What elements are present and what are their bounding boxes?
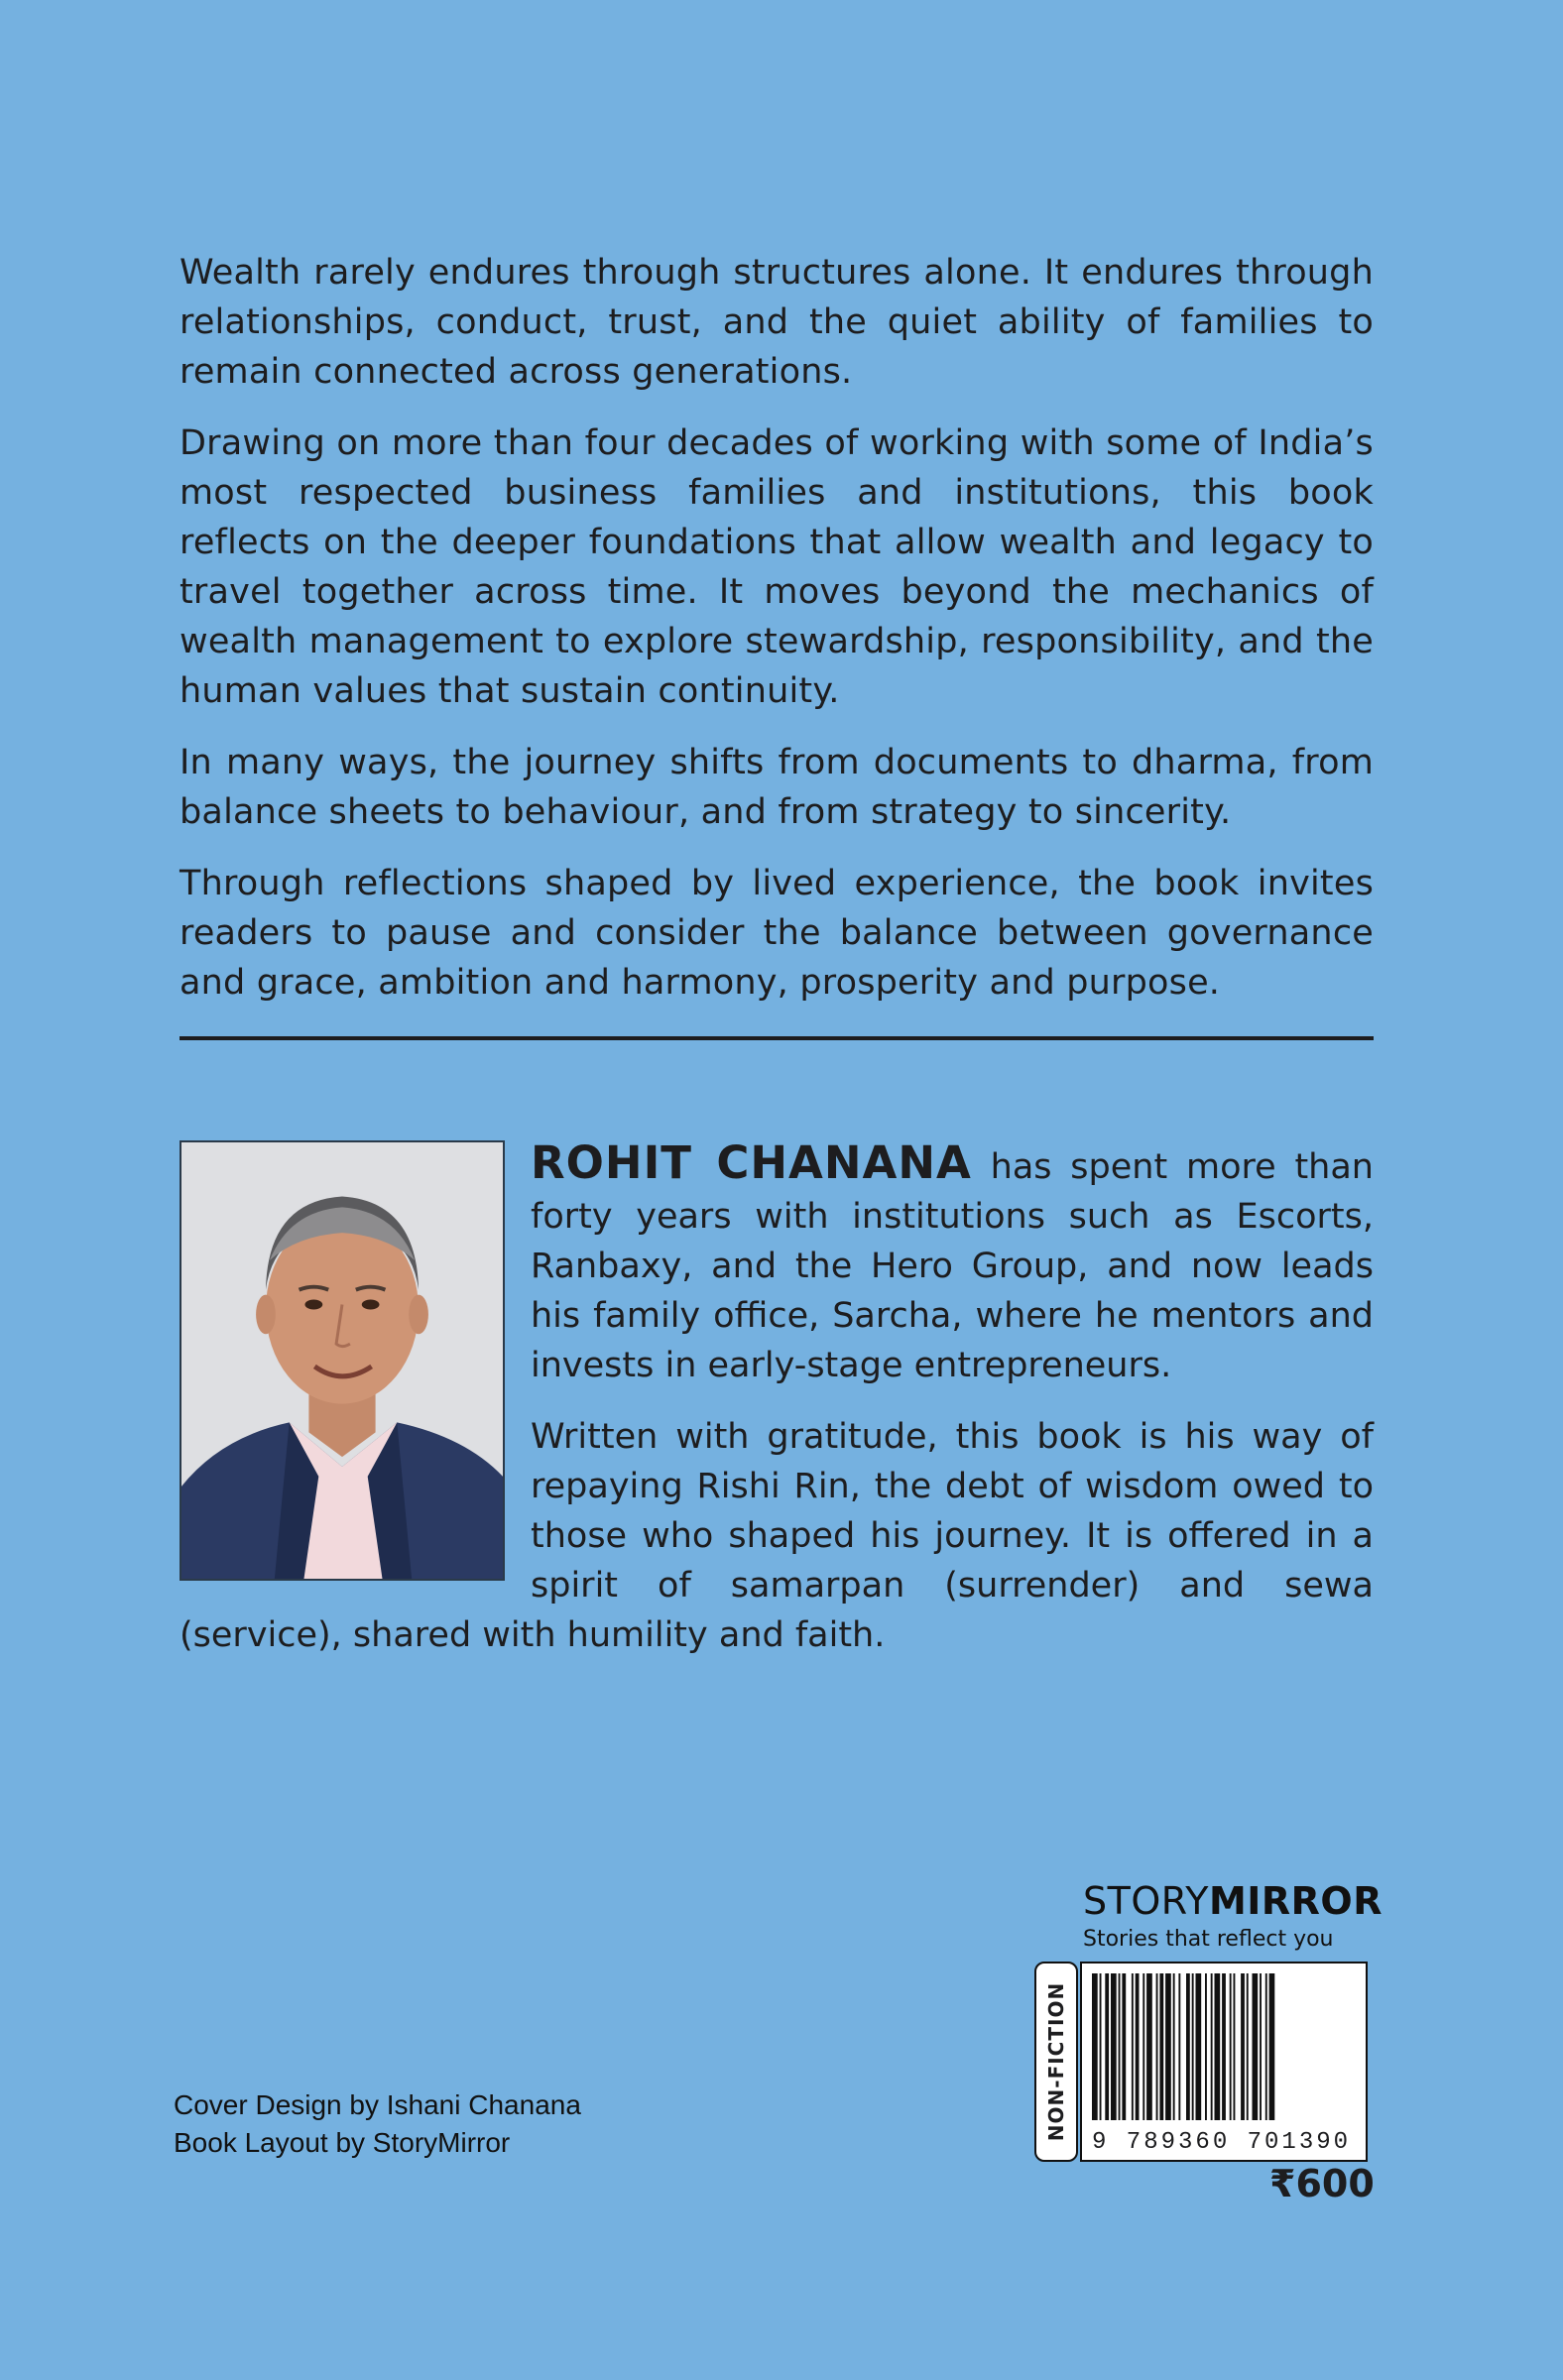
publisher-tagline: Stories that reflect you <box>1083 1927 1334 1952</box>
barcode-bar <box>1196 1973 1202 2120</box>
barcode-bar <box>1222 1973 1226 2120</box>
publisher-name <box>1083 1879 1383 1923</box>
credits-block <box>174 2086 581 2162</box>
barcode-bar <box>1159 1973 1163 2120</box>
barcode-bar <box>1092 1973 1098 2120</box>
author-section <box>180 1138 1374 1682</box>
barcode-bar <box>1136 1973 1140 2120</box>
back-cover-blurb <box>180 248 1374 1029</box>
barcode-bar <box>1265 1973 1267 2120</box>
barcode-bar <box>1132 1973 1134 2120</box>
isbn-barcode <box>1080 1962 1368 2162</box>
cover-design-credit: Cover Design by Ishani Chanana <box>174 2089 581 2120</box>
barcode-bar <box>1192 1973 1194 2120</box>
barcode-bar <box>1234 1973 1236 2120</box>
barcode-bar <box>1253 1973 1259 2120</box>
blurb-paragraph-4: Through reflections shaped by lived experience, the book invites readers to pause and consider the balance between governance and grace, ambition and harmony, prosperity and purpose. <box>180 864 1374 1003</box>
publisher-name-bold: MIRROR <box>1208 1879 1383 1923</box>
barcode-bar <box>1165 1973 1171 2120</box>
barcode-bar <box>1205 1973 1207 2120</box>
barcode-bar <box>1173 1973 1175 2120</box>
blurb-paragraph-2: Drawing on more than four decades of working with some of India’s most respected business families and institutions, this book reflects on the deeper foundations that allow wealth and legacy to travel together across time. It moves beyond the mechanics of wealth management to explore stewardship, responsibility, and the human values that sustain continuity. <box>180 423 1374 711</box>
author-bio-text: has spent more than forty years with institutions such as Escorts, Ranbaxy, and the Hero Group, and now leads his family office, Sarcha, where he mentors and invests in early-stage entrepreneurs. <box>531 1147 1374 1385</box>
blurb-paragraph-1: Wealth rarely endures through structures alone. It endures through relationships, conduct, trust, and the quiet ability of families to remain connected across generations. <box>180 253 1374 392</box>
barcode-bar <box>1111 1973 1117 2120</box>
author-photo <box>180 1140 505 1581</box>
barcode-bar <box>1260 1973 1262 2120</box>
barcode-bar <box>1241 1973 1245 2120</box>
section-divider <box>180 1036 1374 1040</box>
price-label: ₹600 <box>1269 2162 1375 2205</box>
barcode-bar <box>1100 1973 1102 2120</box>
barcode-bar <box>1178 1973 1180 2120</box>
barcode-bar <box>1186 1973 1190 2120</box>
genre-label <box>1034 1962 1078 2162</box>
barcode-bar <box>1142 1973 1144 2120</box>
publisher-logo <box>1083 1879 1383 1955</box>
publisher-name-light: STORY <box>1083 1879 1209 1923</box>
book-layout-credit: Book Layout by StoryMirror <box>174 2127 511 2158</box>
author-name: ROHIT CHANANA <box>531 1136 972 1189</box>
barcode-bars <box>1090 1973 1358 2120</box>
barcode-bar <box>1230 1973 1232 2120</box>
barcode-bar <box>1122 1973 1126 2120</box>
author-portrait-illustration <box>181 1142 503 1579</box>
isbn-number: 9 789360 701390 <box>1092 2129 1352 2156</box>
barcode-bar <box>1247 1973 1249 2120</box>
barcode-bar <box>1269 1973 1275 2120</box>
barcode-bar <box>1105 1973 1109 2120</box>
barcode-bar <box>1215 1973 1221 2120</box>
genre-text: NON-FICTION <box>1044 1981 1069 2142</box>
barcode-bar <box>1146 1973 1152 2120</box>
barcode-bar <box>1156 1973 1158 2120</box>
barcode-bar <box>1211 1973 1213 2120</box>
blurb-paragraph-3: In many ways, the journey shifts from documents to dharma, from balance sheets to behaviour, and from strategy to sincerity. <box>180 743 1374 832</box>
barcode-bar <box>1119 1973 1121 2120</box>
author-bio-paragraph-2: Written with gratitude, this book is his way of repaying Rishi Rin, the debt of wisdom owed to those who shaped his journey. It is offered in a spirit of samarpan (surrender) and sewa (service), shared with humility and faith. <box>180 1417 1374 1655</box>
